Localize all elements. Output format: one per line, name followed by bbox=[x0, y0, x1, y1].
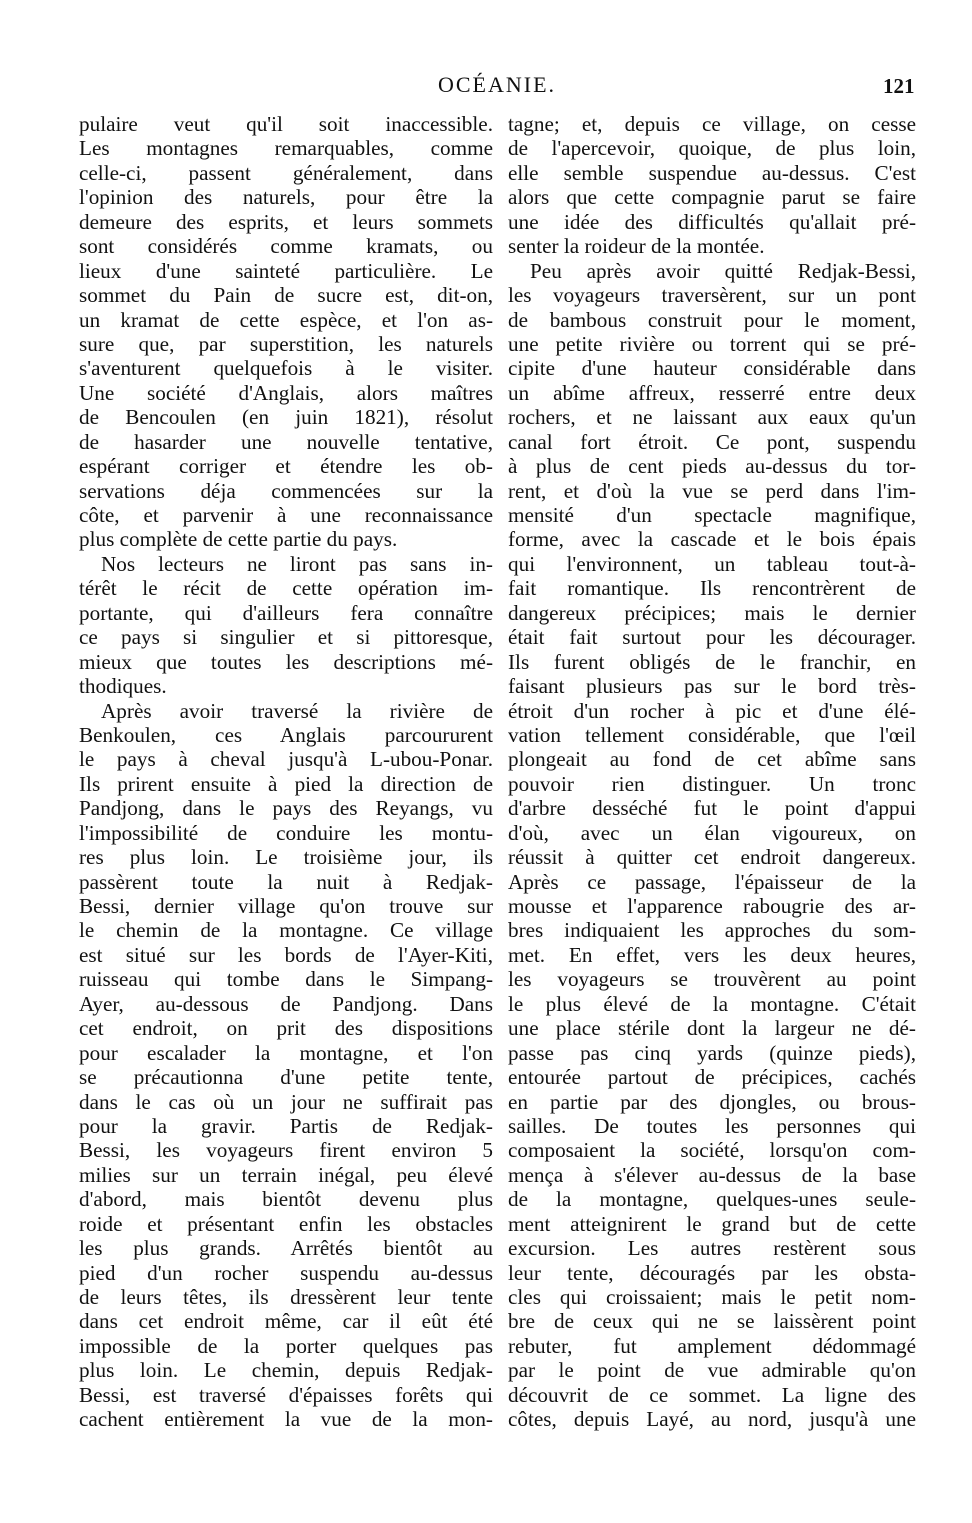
text-line: mensité d'un spectacle magnifique, bbox=[508, 503, 916, 527]
text-line: est situé sur les bords de l'Ayer-Kiti, bbox=[79, 942, 493, 967]
text-line: rochers, et ne laissant aux eaux qu'un bbox=[508, 405, 916, 430]
text-line: de bambous construit pour le moment, bbox=[508, 307, 916, 332]
text-line: de leurs têtes, ils dressèrent leur tente bbox=[79, 1285, 493, 1309]
text-line: qui l'environnent, un tableau tout-à- bbox=[508, 551, 916, 576]
text-line: dangereux précipices; mais le dernier bbox=[508, 600, 916, 625]
text-line: térêt le récit de cette opération im- bbox=[79, 576, 493, 601]
text-line: une idée des difficultés qu'allait pré- bbox=[508, 209, 916, 234]
text-line: celle-ci, passent généralement, dans bbox=[79, 160, 493, 185]
text-line: mieux que toutes les descriptions mé- bbox=[79, 649, 493, 674]
text-line: était fait surtout pour les décourager. bbox=[508, 625, 916, 650]
text-line: réussit à quitter cet endroit dangereux. bbox=[508, 845, 916, 870]
text-line: d'où, avec un élan vigoureux, on bbox=[508, 820, 916, 845]
text-line: tagne; et, depuis ce village, on cesse bbox=[508, 112, 916, 136]
text-line: un kramat de cette espèce, et l'on as- bbox=[79, 307, 493, 332]
text-line: un abîme affreux, resserré entre deux bbox=[508, 380, 916, 405]
text-line: res plus loin. Le troisième jour, ils bbox=[79, 845, 493, 870]
text-line: met. En effet, vers les deux heures, bbox=[508, 942, 916, 967]
page-number: 121 bbox=[883, 74, 915, 98]
text-line: Les montagnes remarquables, comme bbox=[79, 136, 493, 161]
text-line: Peu après avoir quitté Redjak-Bessi, bbox=[530, 258, 916, 283]
text-line: roide et présentant enfin les obstacles bbox=[79, 1211, 493, 1236]
text-line: mousse et l'apparence rabougrie des ar- bbox=[508, 894, 916, 918]
text-line: Après avoir traversé la rivière de bbox=[101, 698, 493, 723]
text-line: sommet du Pain de sucre est, dit-on, bbox=[79, 283, 493, 308]
text-line: composaient la société, lorsqu'on com- bbox=[508, 1138, 916, 1163]
text-line: lieux d'une sainteté particulière. Le bbox=[79, 258, 493, 283]
text-line: de l'apercevoir, quoique, de plus loin, bbox=[508, 136, 916, 161]
text-line: senter la roideur de la montée. bbox=[508, 234, 765, 259]
text-line: alors que cette compagnie parut se faire bbox=[508, 185, 916, 210]
text-line: fait romantique. Ils rencontrèrent de bbox=[508, 576, 916, 601]
text-line: mença à s'élever au-dessus de la base bbox=[508, 1162, 916, 1187]
text-line: espérant corriger et étendre les ob- bbox=[79, 454, 493, 479]
text-line: Benkoulen, ces Anglais parcoururent bbox=[79, 722, 493, 747]
text-line: côte, et parvenir à une reconnaissance bbox=[79, 503, 493, 527]
text-line: une place stérile dont la largeur ne dé- bbox=[508, 1016, 916, 1041]
text-line: entourée partout de précipices, cachés bbox=[508, 1065, 916, 1090]
text-line: les plus grands. Arrêtés bientôt au bbox=[79, 1236, 493, 1261]
running-title: OCÉANIE. bbox=[438, 72, 557, 97]
text-line: Après ce passage, l'épaisseur de la bbox=[508, 869, 916, 894]
text-line: thodiques. bbox=[79, 674, 167, 699]
text-line: milies sur un terrain inégal, peu élevé bbox=[79, 1162, 493, 1187]
text-line: de hasarder une nouvelle tentative, bbox=[79, 429, 493, 454]
page-header bbox=[0, 70, 972, 100]
text-line: l'opinion des naturels, pour être la bbox=[79, 185, 493, 210]
text-line: sont considérés comme kramats, ou bbox=[79, 234, 493, 259]
text-line: de Bencoulen (en juin 1821), résolut bbox=[79, 405, 493, 430]
text-line: par le point de vue admirable qu'on bbox=[508, 1358, 916, 1383]
text-line: s'aventurent quelquefois à le visiter. bbox=[79, 356, 493, 381]
text-line: Ils furent obligés de le franchir, en bbox=[508, 649, 916, 674]
text-line: plongeait au fond de cet abîme sans bbox=[508, 747, 916, 772]
text-line: cet endroit, on prit des dispositions bbox=[79, 1016, 493, 1041]
right-column bbox=[508, 112, 916, 1432]
text-line: sure que, par superstition, les naturels bbox=[79, 331, 493, 356]
text-line: pouvoir rien distinguer. Un tronc bbox=[508, 771, 916, 796]
text-line: à plus de cent pieds au-dessus du tor- bbox=[508, 454, 916, 479]
text-line: bre de ceux qui ne se laissèrent point bbox=[508, 1309, 916, 1334]
text-line: faisant plusieurs pas sur le bord très- bbox=[508, 674, 916, 699]
text-line: portante, qui d'ailleurs fera connaître bbox=[79, 600, 493, 625]
text-line: canal fort étroit. Ce pont, suspendu bbox=[508, 429, 916, 454]
left-column bbox=[79, 112, 493, 1432]
text-line: sailles. De toutes les personnes qui bbox=[508, 1113, 916, 1138]
text-line: demeure des esprits, et leurs sommets bbox=[79, 209, 493, 234]
text-line: cachent entièrement la vue de la mon- bbox=[79, 1407, 493, 1432]
text-line: pied d'un rocher suspendu au-dessus bbox=[79, 1260, 493, 1285]
text-line: ruisseau qui tombe dans le Simpang- bbox=[79, 967, 493, 992]
text-line: en partie par des djongles, ou brous- bbox=[508, 1089, 916, 1114]
text-line: rebuter, fut amplement dédommagé bbox=[508, 1333, 916, 1358]
text-line: Bessi, les voyageurs firent environ 5 bbox=[79, 1138, 493, 1163]
text-line: pour escalader la montagne, et l'on bbox=[79, 1040, 493, 1065]
text-line: plus loin. Le chemin, depuis Redjak- bbox=[79, 1358, 493, 1383]
text-line: passe pas cinq yards (quinze pieds), bbox=[508, 1040, 916, 1065]
text-line: d'arbre desséché fut le point d'appui bbox=[508, 796, 916, 821]
text-line: les voyageurs traversèrent, sur un pont bbox=[508, 283, 916, 308]
text-line: bres indiquaient les approches du som- bbox=[508, 918, 916, 943]
text-line: Bessi, est traversé d'épaisses forêts qui bbox=[79, 1382, 493, 1407]
text-line: Ayer, au-dessous de Pandjong. Dans bbox=[79, 991, 493, 1016]
text-line: dans le cas où un jour ne suffirait pas bbox=[79, 1089, 493, 1114]
text-line: le pays à cheval jusqu'à L-ubou-Ponar. bbox=[79, 747, 493, 772]
text-line: plus complète de cette partie du pays. bbox=[79, 527, 398, 552]
text-line: étroit d'un rocher à pic et d'une élé- bbox=[508, 698, 916, 723]
text-line: dans cet endroit même, car il eût été bbox=[79, 1309, 493, 1334]
text-line: l'impossibilité de conduire les montu- bbox=[79, 820, 493, 845]
text-line: Ils prirent ensuite à pied la direction de bbox=[79, 771, 493, 796]
text-line: le chemin de la montagne. Ce village bbox=[79, 918, 493, 943]
text-line: servations déja commencées sur la bbox=[79, 478, 493, 503]
text-line: cles qui croissaient; mais le petit nom- bbox=[508, 1285, 916, 1309]
text-line: passèrent toute la nuit à Redjak- bbox=[79, 869, 493, 894]
text-line: pour la gravir. Partis de Redjak- bbox=[79, 1113, 493, 1138]
text-line: forme, avec la cascade et le bois épais bbox=[508, 527, 916, 552]
text-line: ment atteignirent le grand but de cette bbox=[508, 1211, 916, 1236]
text-line: d'abord, mais bientôt devenu plus bbox=[79, 1187, 493, 1212]
text-line: le plus élevé de la montagne. C'était bbox=[508, 991, 916, 1016]
text-line: elle semble suspendue au-dessus. C'est bbox=[508, 160, 916, 185]
text-line: rent, et d'où la vue se perd dans l'im- bbox=[508, 478, 916, 503]
text-line: pulaire veut qu'il soit inaccessible. bbox=[79, 112, 493, 136]
text-line: impossible de la porter quelques pas bbox=[79, 1333, 493, 1358]
text-line: excursion. Les autres restèrent sous bbox=[508, 1236, 916, 1261]
text-line: vation tellement considérable, que l'œil bbox=[508, 722, 916, 747]
text-line: les voyageurs se trouvèrent au point bbox=[508, 967, 916, 992]
text-line: leur tente, découragés par les obsta- bbox=[508, 1260, 916, 1285]
text-line: une petite rivière ou torrent qui se pré- bbox=[508, 331, 916, 356]
text-line: Nos lecteurs ne liront pas sans in- bbox=[101, 551, 493, 576]
text-line: Bessi, dernier village qu'on trouve sur bbox=[79, 894, 493, 918]
text-line: de la montagne, quelques-unes seule- bbox=[508, 1187, 916, 1212]
text-line: côtes, depuis Layé, au nord, jusqu'à une bbox=[508, 1407, 916, 1432]
text-line: ce pays si singulier et si pittoresque, bbox=[79, 625, 493, 650]
text-line: se précautionna d'une petite tente, bbox=[79, 1065, 493, 1090]
text-line: cipite d'une hauteur considérable dans bbox=[508, 356, 916, 381]
text-line: Une société d'Anglais, alors maîtres bbox=[79, 380, 493, 405]
text-line: découvrit de ce sommet. La ligne des bbox=[508, 1382, 916, 1407]
text-line: Pandjong, dans le pays des Reyangs, vu bbox=[79, 796, 493, 821]
